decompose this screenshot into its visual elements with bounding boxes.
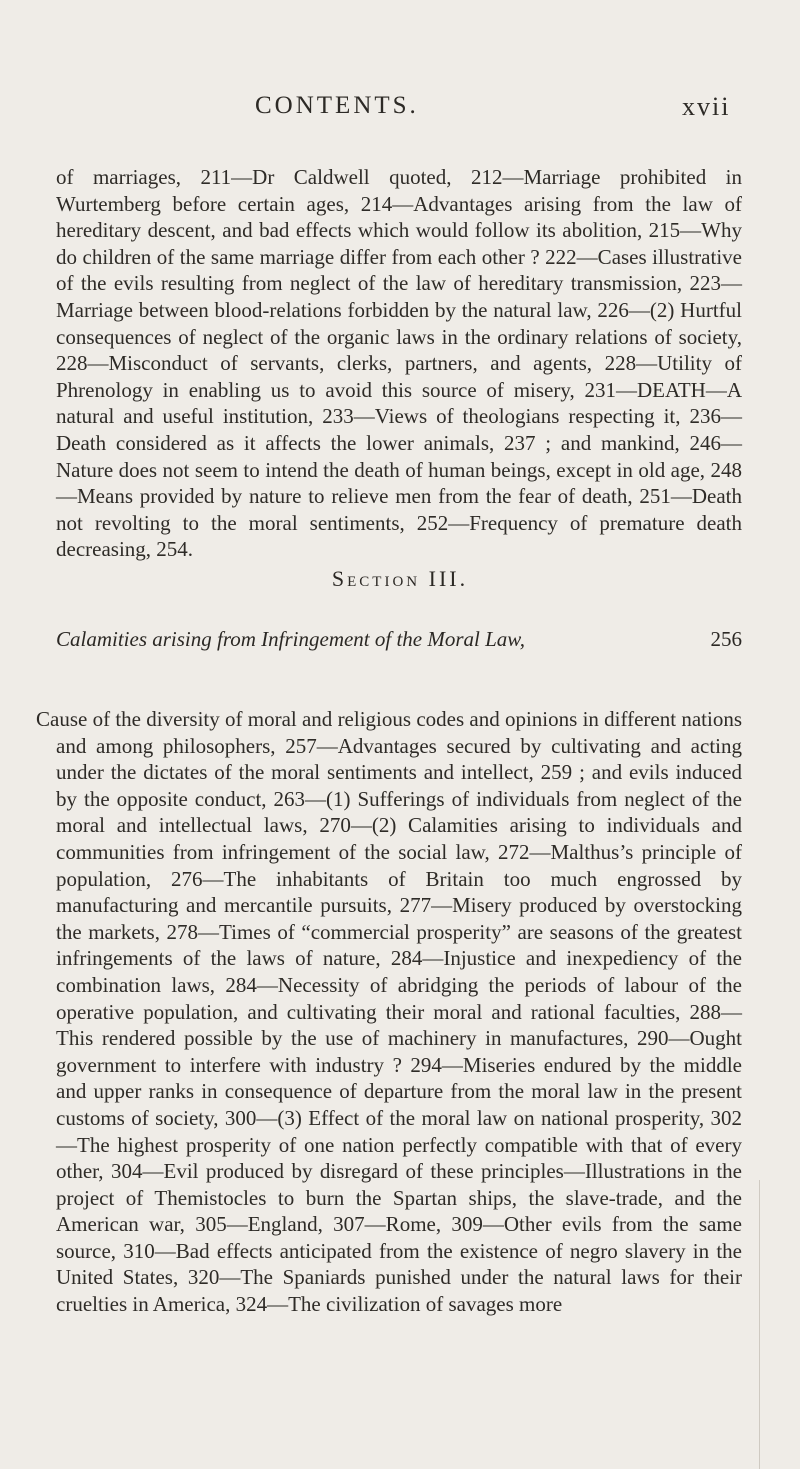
page-number: xvii xyxy=(682,92,731,121)
section-heading-text: Section III. xyxy=(331,566,469,591)
section-subtitle-page: 256 xyxy=(710,627,742,651)
contents-paragraph-1: of marriages, 211—Dr Caldwell quoted, 212—Marriage prohibited in Wurtemberg before certain ages, 214—Advantages arising from the law of hereditary descent, and bad effects which would follow its abolition, 215—Why do children of the same marriage differ from each other ? 222—Cases illustrative of the evils resulting from neglect of the law of hereditary transmission, 223—Marriage between blood-relations forbidden by the natural law, 226—(2) Hurtful consequences of neglect of the organic laws in the ordinary relations of society, 228—Misconduct of servants, clerks, partners, and agents, 228—Utility of Phrenology in enabling us to avoid this source of misery, 231—DEATH—A natural and useful institution, 233—Views of theologians respecting it, 236—Death considered as it affects the lower animals, 237 ; and mankind, 246—Nature does not seem to intend the death of human beings, except in old age, 248—Means provided by nature to relieve men from the fear of death, 251—Death not revolting to the moral sentiments, 252—Frequency of premature death decreasing, 254. xyxy=(56,165,742,562)
page-edge-divider xyxy=(759,1180,800,1469)
section-subtitle-text: Calamities arising from Infringement of the Moral Law, xyxy=(56,627,526,651)
running-title: CONTENTS. xyxy=(255,92,419,119)
section-heading xyxy=(0,566,800,592)
contents-paragraph-2: Cause of the diversity of moral and religious codes and opinions in different nations and among philosophers, 257—Advantages secured by cultivating and acting under the dictates of the moral sentiments and intellect, 259 ; and evils induced by the opposite conduct, 263—(1) Sufferings of individuals from neglect of the moral and intellectual laws, 270—(2) Calamities arising to individuals and communities from infringement of the social law, 272—Malthus’s principle of population, 276—The inhabitants of Britain too much engrossed by manufacturing and mercantile pursuits, 277—Misery produced by overstocking the markets, 278—Times of “commercial prosperity” are seasons of the greatest infringements of the laws of nature, 284—Injustice and inexpediency of the combination laws, 284—Necessity of abridging the periods of labour of the operative population, and cultivating their moral and rational faculties, 288—This rendered possible by the use of machinery in manufactures, 290—Ought government to interfere with industry ? 294—Miseries endured by the middle and upper ranks in consequence of departure from the moral law in the present customs of society, 300—(3) Effect of the moral law on national prosperity, 302—The highest prosperity of one nation perfectly compatible with that of every other, 304—Evil produced by disregard of these principles—Illustrations in the project of Themistocles to burn the Spartan ships, the slave-trade, and the American war, 305—England, 307—Rome, 309—Other evils from the same source, 310—Bad effects anticipated from the existence of negro slavery in the United States, 320—The Spaniards punished under the natural laws for their cruelties in America, 324—The civilization of savages more xyxy=(36,707,742,1317)
section-subtitle xyxy=(56,627,742,652)
running-head xyxy=(0,92,800,132)
